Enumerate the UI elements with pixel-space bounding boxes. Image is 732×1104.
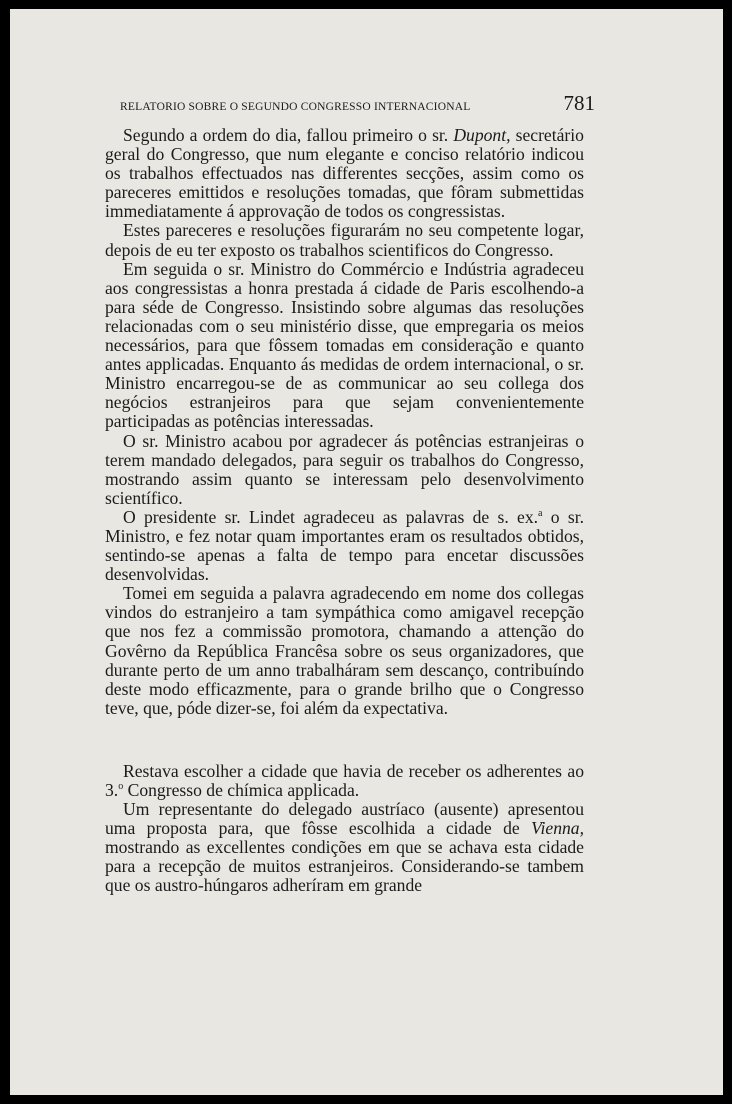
paragraph-8 <box>105 800 584 895</box>
document-page <box>10 9 723 1095</box>
paragraph-8-text-start: Um representante do delegado austríaco (ausente) apresentou uma proposta para, que fôsse escolhida a cidade de <box>105 799 584 839</box>
body-text <box>105 126 584 896</box>
paragraph-1-text-end: secretário geral do Congresso, que num elegante e conciso relatório indicou os trabalhos effectuados nas differentes secções, assim como os pareceres emittidos e resoluções tomadas, que fôram submettidas immediatamente á approvação de todos os congressistas. <box>105 125 584 222</box>
paragraph-1 <box>105 126 584 221</box>
paragraph-3: Em seguida o sr. Ministro do Commércio e Indústria agradeceu aos congressistas a honra prestada á cidade de Paris escolhendo-a para séde de Congresso. Insistindo sobre algumas das resoluções relacionadas com o seu ministério disse, que empregaria os meios necessários, para que fôssem tomadas em consideração e quanto antes applicadas. Enquanto ás medidas de ordem internacional, o sr. Ministro encarregou-se de as communicar ao seu collega dos negócios estranjeiros para que sejam convenientemente participadas as potências interessadas. <box>105 258 584 432</box>
paragraph-4: O sr. Ministro acabou por agradecer ás potências estranjeiras o terem mandado delegados, para seguir os trabalhos do Congresso, mostrando assim quanto se interessam pelo desenvolvimento scientífico. <box>105 430 584 508</box>
page-number: 781 <box>563 91 595 115</box>
paragraph-5-text-start: O presidente sr. Lindet agradeceu as palavras de s. ex. <box>123 506 539 527</box>
paragraph-8-city-name: Vienna, <box>531 818 584 839</box>
paragraph-5-superscript: a <box>538 508 543 520</box>
paragraph-1-name: Dupont, <box>453 125 511 145</box>
paragraph-7-superscript: o <box>118 781 124 793</box>
paragraph-5-text-end: o sr. Ministro, e fez notar quam importantes eram os resultados obtidos, sentindo-se apenas a falta de tempo para encetar discussões desenvolvidas. <box>105 506 584 585</box>
paragraph-5 <box>105 508 584 584</box>
running-header <box>120 89 595 119</box>
header-title: RELATORIO SOBRE O SEGUNDO CONGRESSO INTERNACIONAL <box>120 101 471 113</box>
paragraph-1-text-start: Segundo a ordem do dia, fallou primeiro o sr. <box>123 125 454 145</box>
paragraph-6: Tomei em seguida a palavra agradecendo em nome dos collegas vindos do estranjeiro a tam sympáthica como amigavel recepção que nos fez a commissão promotora, chamando a attenção do Govêrno da República Francêsa sobre os seus organizadores, que durante perto de um anno trabalháram sem descanço, contribuíndo deste modo efficazmente, para o grande brilho que o Congresso teve, que, póde dizer-se, foi além da expectativa. <box>105 583 584 718</box>
paragraph-8-text-end: mostrando as excellentes condições em que se achava esta cidade para a recepção de muitos estranjeiros. Considerando-se tambem que os austro-húngaros adheríram em grande <box>105 837 584 896</box>
paragraph-7-text-start: Restava escolher a cidade que havia de receber os adherentes ao 3. <box>105 760 584 800</box>
paragraph-2: Estes pareceres e resoluções figurarám no seu competente logar, depois de eu ter exposto os trabalhos scientificos do Congresso. <box>105 220 584 260</box>
paragraph-7 <box>105 762 584 800</box>
paragraph-7-text-end: Congresso de chímica applicada. <box>123 780 360 800</box>
